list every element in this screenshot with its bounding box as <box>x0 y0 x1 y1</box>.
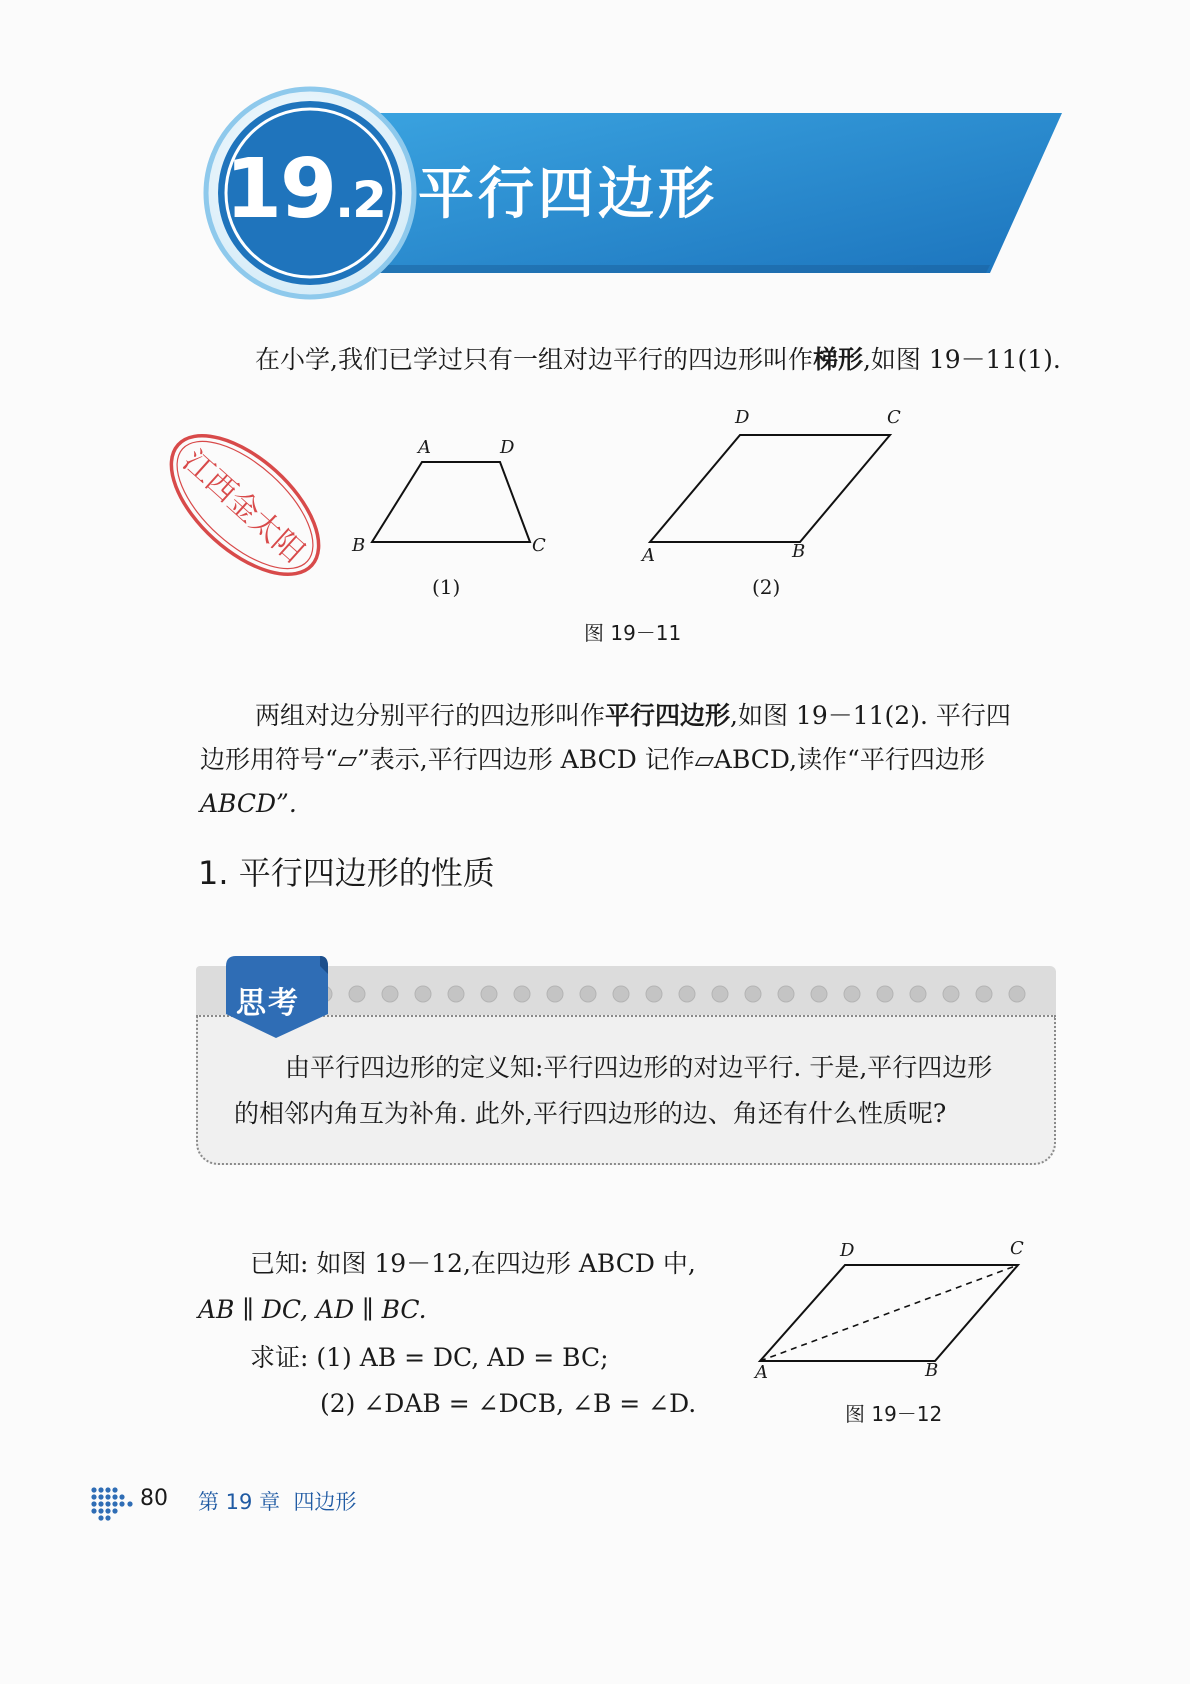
figure-19-11-caption: 图 19－11 <box>584 621 682 645</box>
trapezoid-label-c: C <box>532 535 546 556</box>
proof-prove-line-2: (2) ∠DAB = ∠DCB, ∠B = ∠D. <box>320 1389 697 1418</box>
stamp-text: 江西金太阳 <box>175 443 311 571</box>
intro-paragraph: 在小学,我们已学过只有一组对边平行的四边形叫作梯形,如图 19－11(1). <box>255 345 1061 374</box>
page-number: 80 <box>140 1486 168 1511</box>
proof-given-line-2: AB ∥ DC, AD ∥ BC. <box>198 1295 427 1324</box>
fig-19-12-label-c: C <box>1010 1238 1024 1259</box>
figure-19-11-parallelogram <box>630 415 920 565</box>
subsection-heading: 1. 平行四边形的性质 <box>198 854 495 892</box>
think-box-dots <box>310 978 1050 1010</box>
parallelogram-label-b: B <box>792 541 806 562</box>
parallelogram-label-a: A <box>642 545 655 566</box>
definition-line-2: 边形用符号“▱”表示,平行四边形 ABCD 记作▱ABCD,读作“平行四边形 <box>200 745 985 774</box>
trapezoid-label-a: A <box>418 437 431 458</box>
figure-19-12-caption: 图 19－12 <box>845 1402 943 1426</box>
page-dots-icon <box>90 1482 136 1522</box>
think-tag-label: 思考 <box>236 986 300 1021</box>
fig-19-12-label-d: D <box>840 1240 855 1261</box>
definition-line-3: ABCD”. <box>200 789 297 818</box>
footer-chapter: 第 19 章 四边形 <box>198 1490 357 1514</box>
proof-prove-line-1: 求证: (1) AB = DC, AD = BC; <box>250 1343 609 1372</box>
definition-line-1: 两组对边分别平行的四边形叫作平行四边形,如图 19－11(2). 平行四 <box>255 701 1011 730</box>
fig-19-12-label-b: B <box>925 1360 939 1381</box>
parallelogram-label-d: D <box>735 407 750 428</box>
diagonal-ac <box>760 1265 1018 1361</box>
red-seal-stamp <box>165 405 325 605</box>
trapezoid-label-b: B <box>352 535 366 556</box>
section-number: 19.2 <box>225 142 385 237</box>
section-title: 平行四边形 <box>418 162 718 227</box>
figure-sublabel-2: (2) <box>752 575 781 599</box>
think-box-line-1: 由平行四边形的定义知:平行四边形的对边平行. 于是,平行四边形 <box>285 1053 993 1082</box>
fig-19-12-label-a: A <box>755 1362 768 1383</box>
proof-given-line-1: 已知: 如图 19－12,在四边形 ABCD 中, <box>250 1249 696 1278</box>
parallelogram-label-c: C <box>887 407 901 428</box>
figure-19-12-parallelogram <box>750 1255 1040 1375</box>
trapezoid-label-d: D <box>500 437 515 458</box>
think-box-line-2: 的相邻内角互为补角. 此外,平行四边形的边、角还有什么性质呢? <box>234 1099 947 1128</box>
figure-sublabel-1: (1) <box>432 575 461 599</box>
